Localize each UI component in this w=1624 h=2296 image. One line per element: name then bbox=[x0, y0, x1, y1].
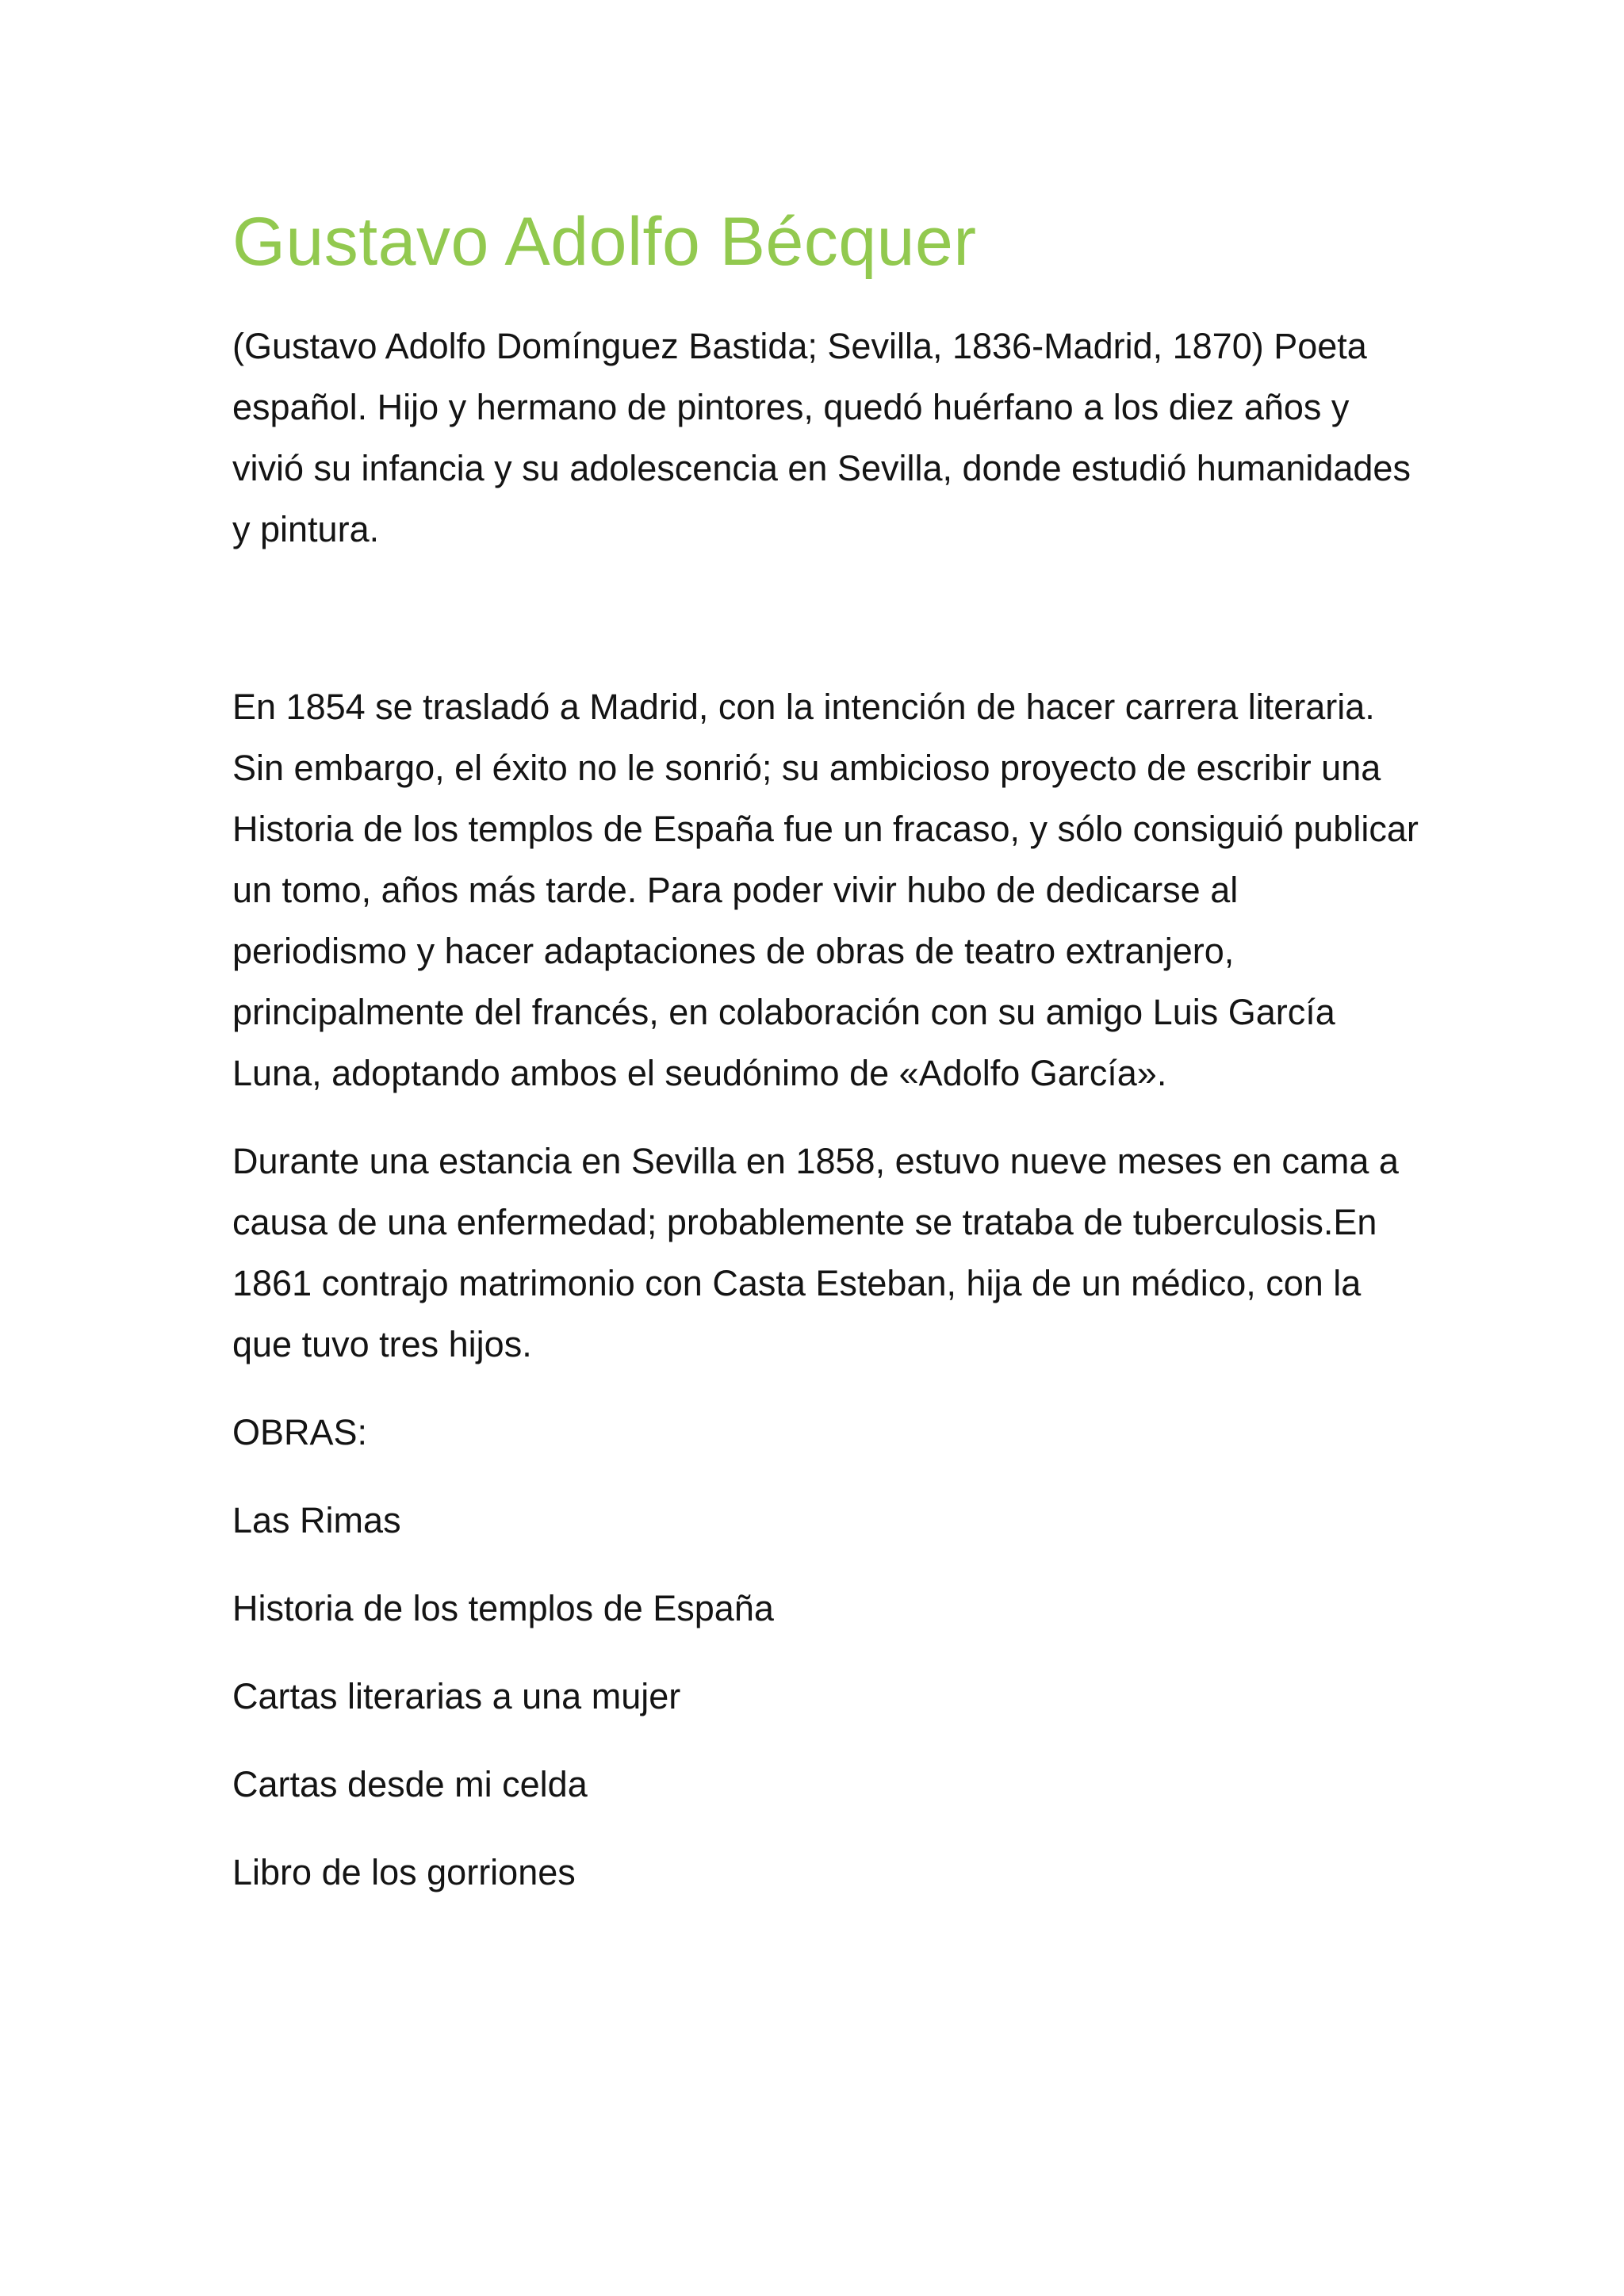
paragraph-sevilla: Durante una estancia en Sevilla en 1858, estuvo nueve meses en cama a causa de una enfermedad; probablemente se trataba de tuberculosis.En 1861 contrajo matrimonio con Casta Esteban, hija de un médico, con la que tuvo tres hijos. bbox=[232, 1141, 1399, 1364]
list-item-work: Libro de los gorriones bbox=[232, 1852, 576, 1892]
list-item-work: Historia de los templos de España bbox=[232, 1588, 774, 1628]
list-item-work: Cartas desde mi celda bbox=[232, 1764, 588, 1804]
paragraph-madrid: En 1854 se trasladó a Madrid, con la intención de hacer carrera literaria. Sin embargo, el éxito no le sonrió; su ambicioso proyecto de escribir una Historia de los templos de España fue un fracaso, y sólo consiguió publicar un tomo, años más tarde. Para poder vivir hubo de dedicarse al periodismo y hacer adaptaciones de obras de teatro extranjero, principalmente del francés, en colaboración con su amigo Luis García Luna, adoptando ambos el seudónimo de «Adolfo García». bbox=[232, 687, 1419, 1093]
list-item-work: Las Rimas bbox=[232, 1500, 401, 1540]
document-title: Gustavo Adolfo Bécquer bbox=[232, 204, 977, 280]
works-heading: OBRAS: bbox=[232, 1412, 368, 1452]
list-item-work: Cartas literarias a una mujer bbox=[232, 1676, 681, 1716]
document-content bbox=[232, 198, 1422, 1903]
works-list bbox=[232, 1490, 1422, 1903]
paragraph-intro: (Gustavo Adolfo Domínguez Bastida; Sevilla, 1836-Madrid, 1870) Poeta español. Hijo y hermano de pintores, quedó huérfano a los diez años y vivió su infancia y su adolescencia en Sevilla, donde estudió humanidades y pintura. bbox=[232, 326, 1411, 549]
